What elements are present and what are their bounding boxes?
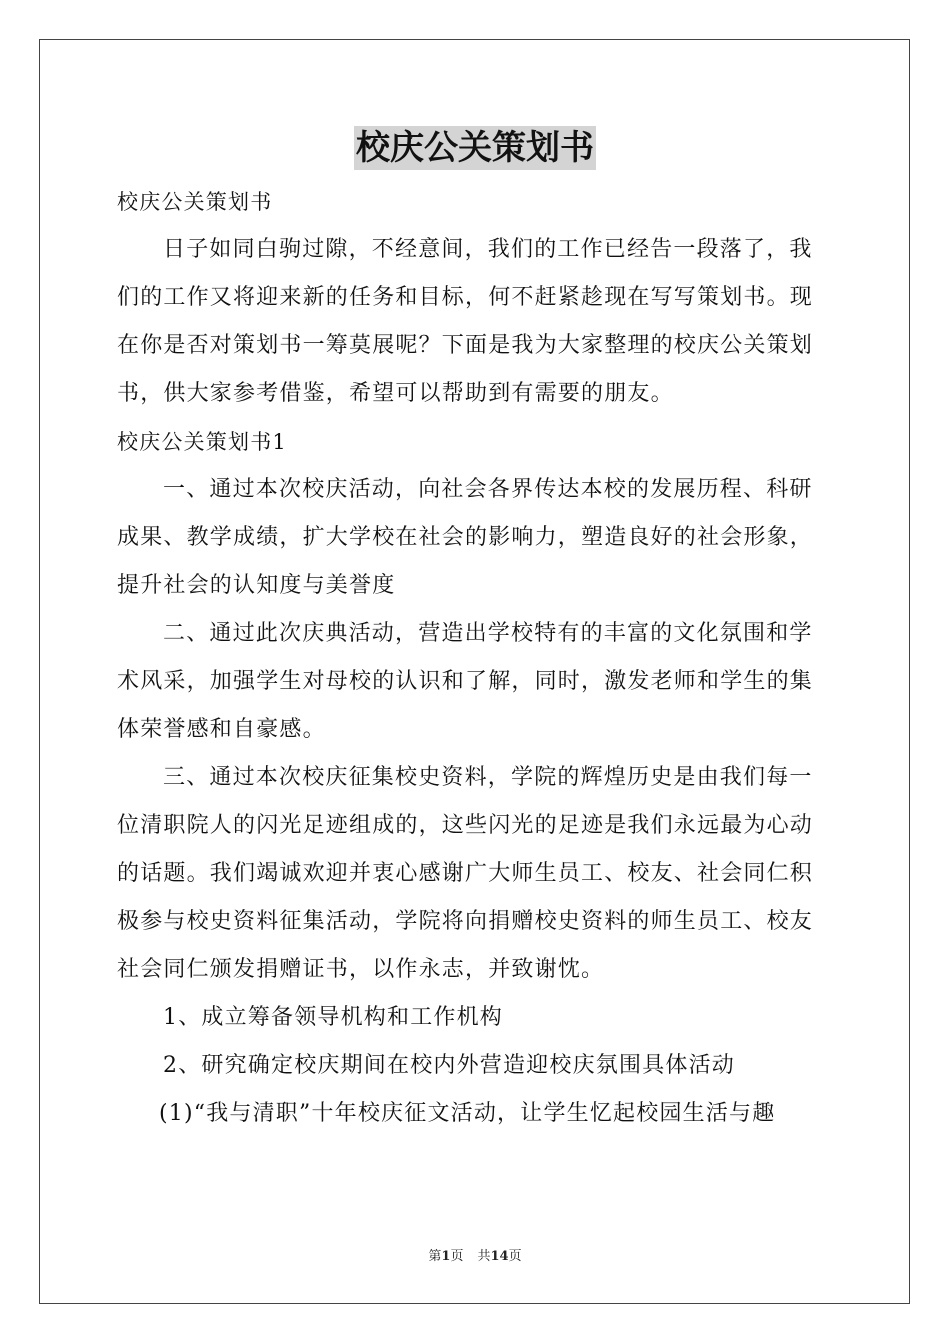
paragraph-line: 社会同仁颁发捐赠证书，以作永志，并致谢忱。 xyxy=(117,957,605,982)
page-prefix: 第 xyxy=(428,1249,442,1264)
paragraph-line: 二、通过此次庆典活动，营造出学校特有的丰富的文化氛围和学 xyxy=(163,621,813,646)
paragraph-line: 的话题。我们竭诚欢迎并衷心感谢广大师生员工、校友、社会同仁积 xyxy=(117,861,814,886)
list-item: 1、成立筹备领导机构和工作机构 xyxy=(163,1005,503,1030)
paragraph-line: 体荣誉感和自豪感。 xyxy=(117,717,326,742)
page-footer xyxy=(0,1248,950,1266)
total-prefix: 共 xyxy=(477,1249,491,1264)
list-item: 2、研究确定校庆期间在校内外营造迎校庆氛围具体活动 xyxy=(163,1053,735,1078)
paragraph-line: 极参与校史资料征集活动，学院将向捐赠校史资料的师生员工、校友 xyxy=(117,909,814,934)
paragraph-line: 位清职院人的闪光足迹组成的，这些闪光的足迹是我们永远最为心动 xyxy=(117,813,814,838)
total-suffix: 页 xyxy=(508,1249,522,1264)
paragraph-line: 书，供大家参考借鉴，希望可以帮助到有需要的朋友。 xyxy=(117,381,674,406)
paragraph-line: 们的工作又将迎来新的任务和目标，何不赶紧趁现在写写策划书。现 xyxy=(117,285,814,310)
page-suffix: 页 xyxy=(450,1249,464,1264)
section-heading: 校庆公关策划书1 xyxy=(117,430,287,454)
paragraph-line: 一、通过本次校庆活动，向社会各界传达本校的发展历程、科研 xyxy=(163,477,813,502)
paragraph-line: 提升社会的认知度与美誉度 xyxy=(117,573,396,598)
title-wrap xyxy=(0,126,950,170)
document-body xyxy=(117,178,833,1138)
total-pages: 14 xyxy=(490,1249,509,1264)
paragraph-line: 日子如同白驹过隙，不经意间，我们的工作已经告一段落了，我 xyxy=(163,237,813,262)
page-number: 1 xyxy=(441,1249,451,1264)
document-subtitle: 校庆公关策划书 xyxy=(117,190,273,214)
paragraph-line: 术风采，加强学生对母校的认识和了解，同时，激发老师和学生的集 xyxy=(117,669,814,694)
list-item: (1)“我与清职”十年校庆征文活动，让学生忆起校园生活与趣 xyxy=(159,1101,776,1126)
paragraph-line: 三、通过本次校庆征集校史资料，学院的辉煌历史是由我们每一 xyxy=(163,765,813,790)
paragraph-line: 成果、教学成绩，扩大学校在社会的影响力，塑造良好的社会形象， xyxy=(117,525,814,550)
document-title: 校庆公关策划书 xyxy=(356,128,594,168)
paragraph-line: 在你是否对策划书一筹莫展呢？下面是我为大家整理的校庆公关策划 xyxy=(117,333,814,358)
